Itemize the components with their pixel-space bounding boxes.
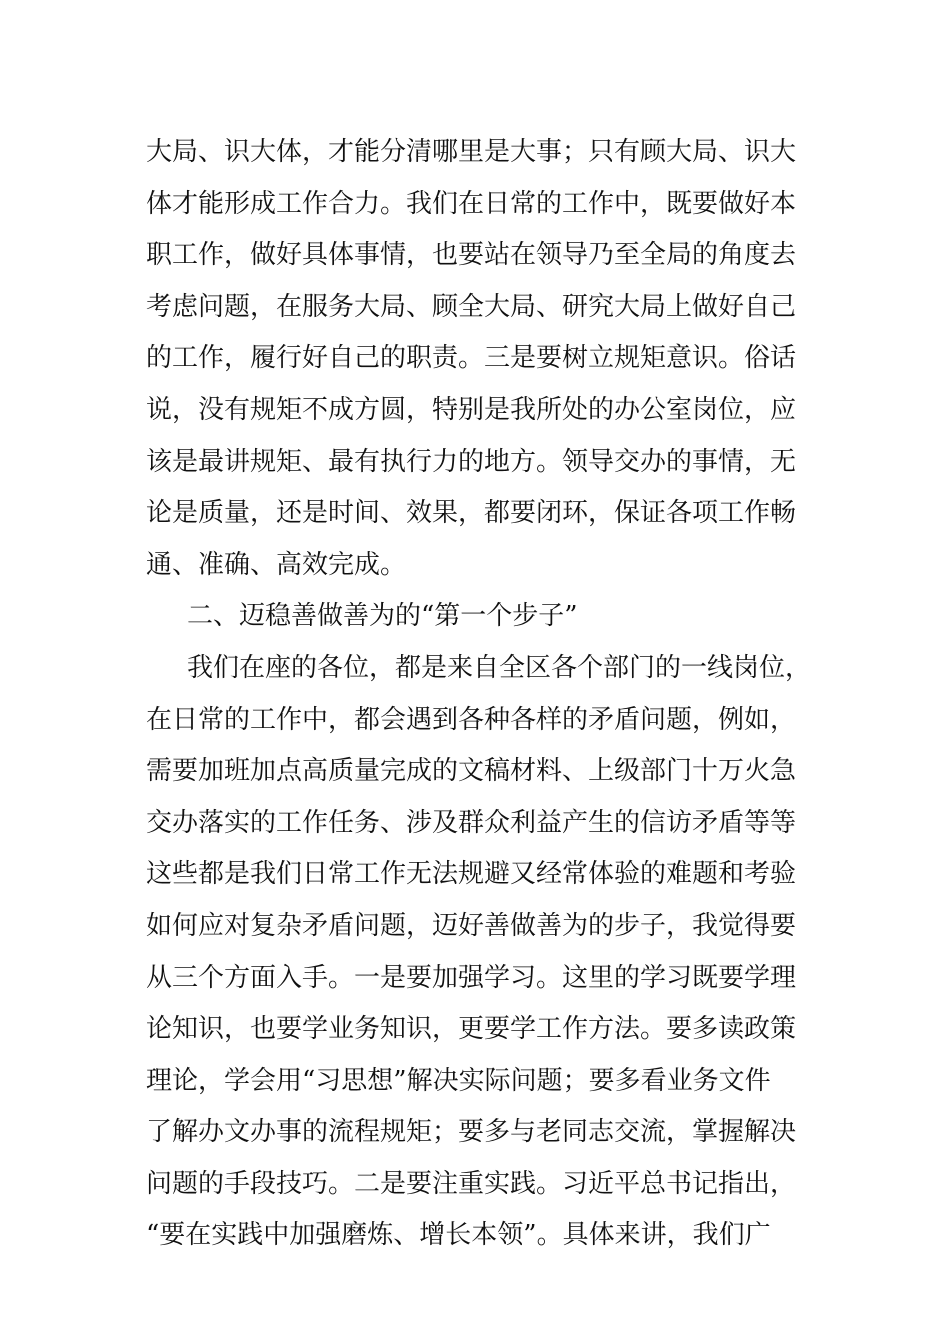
text-line: 了解办文办事的流程规矩；要多与老同志交流，掌握解决 (146, 1117, 797, 1148)
text-line: 通、准确、高效完成。 (146, 549, 407, 580)
text-line: 我们在座的各位，都是来自全区各个部门的一线岗位， (187, 652, 812, 683)
text-line: 如何应对复杂矛盾问题，迈好善做善为的步子，我觉得要 (146, 910, 797, 941)
text-line: 考虑问题，在服务大局、顾全大局、研究大局上做好自己 (146, 291, 797, 322)
text-line: 问题的手段技巧。二是要注重实践。习近平总书记指出， (146, 1168, 797, 1199)
text-line: 职工作，做好具体事情，也要站在领导乃至全局的角度去 (146, 240, 797, 271)
text-line: 大局、识大体，才能分清哪里是大事；只有顾大局、识大 (146, 137, 797, 167)
body-text (146, 127, 816, 1262)
text-line: 该是最讲规矩、最有执行力的地方。领导交办的事情，无 (146, 446, 797, 477)
text-line: 的工作，履行好自己的职责。三是要树立规矩意识。俗话 (146, 343, 797, 374)
text-line: 论知识，也要学业务知识，更要学工作方法。要多读政策 (146, 1014, 797, 1045)
text-line: 体才能形成工作合力。我们在日常的工作中，既要做好本 (146, 188, 797, 219)
text-line: 交办落实的工作任务、涉及群众利益产生的信访矛盾等等 (146, 807, 797, 838)
text-line: 论是质量，还是时间、效果，都要闭环，保证各项工作畅 (146, 498, 797, 529)
text-line: 从三个方面入手。一是要加强学习。这里的学习既要学理 (146, 962, 797, 993)
text-line: 这些都是我们日常工作无法规避又经常体验的难题和考验 (146, 859, 797, 890)
text-line: 在日常的工作中，都会遇到各种各样的矛盾问题，例如， (146, 704, 797, 735)
section-heading: 二、迈稳善做善为的“第一个步子” (187, 601, 578, 632)
text-line: 理论，学会用“习思想”解决实际问题；要多看业务文件 (146, 1065, 771, 1096)
text-line: “要在实践中加强磨炼、增长本领”。具体来讲，我们广 (146, 1220, 771, 1251)
text-line: 说，没有规矩不成方圆，特别是我所处的办公室岗位，应 (146, 394, 797, 425)
text-line: 需要加班加点高质量完成的文稿材料、上级部门十万火急 (146, 756, 797, 787)
